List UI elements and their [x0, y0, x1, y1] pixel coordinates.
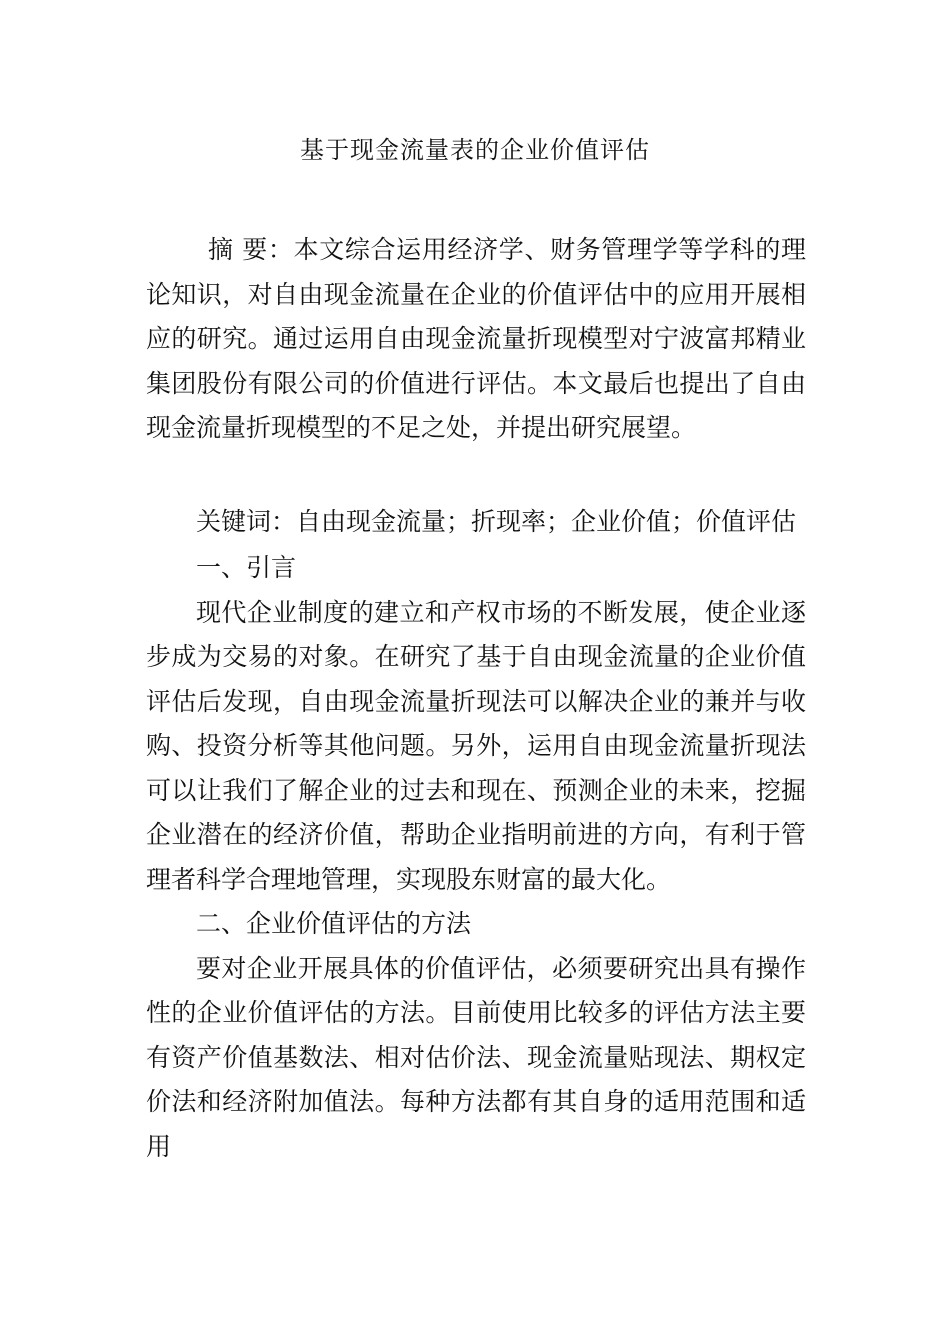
abstract-paragraph	[146, 228, 806, 451]
keywords-block	[146, 500, 806, 545]
section-heading-valuation-methods: 二、企业价值评估的方法	[196, 909, 472, 938]
section-paragraph-valuation-methods: 要对企业开展具体的价值评估，必须要研究出具有操作性的企业价值评估的方法。目前使用比较多的评估方法主要有资产价值基数法、相对估价法、现金流量贴现法、期权定价法和经济附加值法。每种方法都有其自身的适用范围和适用	[146, 953, 806, 1161]
main-content	[146, 546, 806, 1169]
keywords-line: 关键词：自由现金流量；折现率；企业价值；价值评估	[196, 507, 797, 536]
document-title: 基于现金流量表的企业价值评估	[300, 136, 650, 164]
section-paragraph-introduction: 现代企业制度的建立和产权市场的不断发展，使企业逐步成为交易的对象。在研究了基于自由现金流量的企业价值评估后发现，自由现金流量折现法可以解决企业的兼并与收购、投资分析等其他问题。另外，运用自由现金流量折现法可以让我们了解企业的过去和现在、预测企业的未来，挖掘企业潜在的经济价值，帮助企业指明前进的方向，有利于管理者科学合理地管理，实现股东财富的最大化。	[146, 597, 806, 894]
abstract-text: 本文综合运用经济学、财务管理学等学科的理论知识，对自由现金流量在企业的价值评估中的应用开展相应的研究。通过运用自由现金流量折现模型对宁波富邦精业集团股份有限公司的价值进行评估。本文最后也提出了自由现金流量折现模型的不足之处，并提出研究展望。	[146, 235, 806, 442]
abstract-label: 摘 要：	[208, 235, 294, 264]
section-heading-introduction: 一、引言	[196, 553, 297, 582]
